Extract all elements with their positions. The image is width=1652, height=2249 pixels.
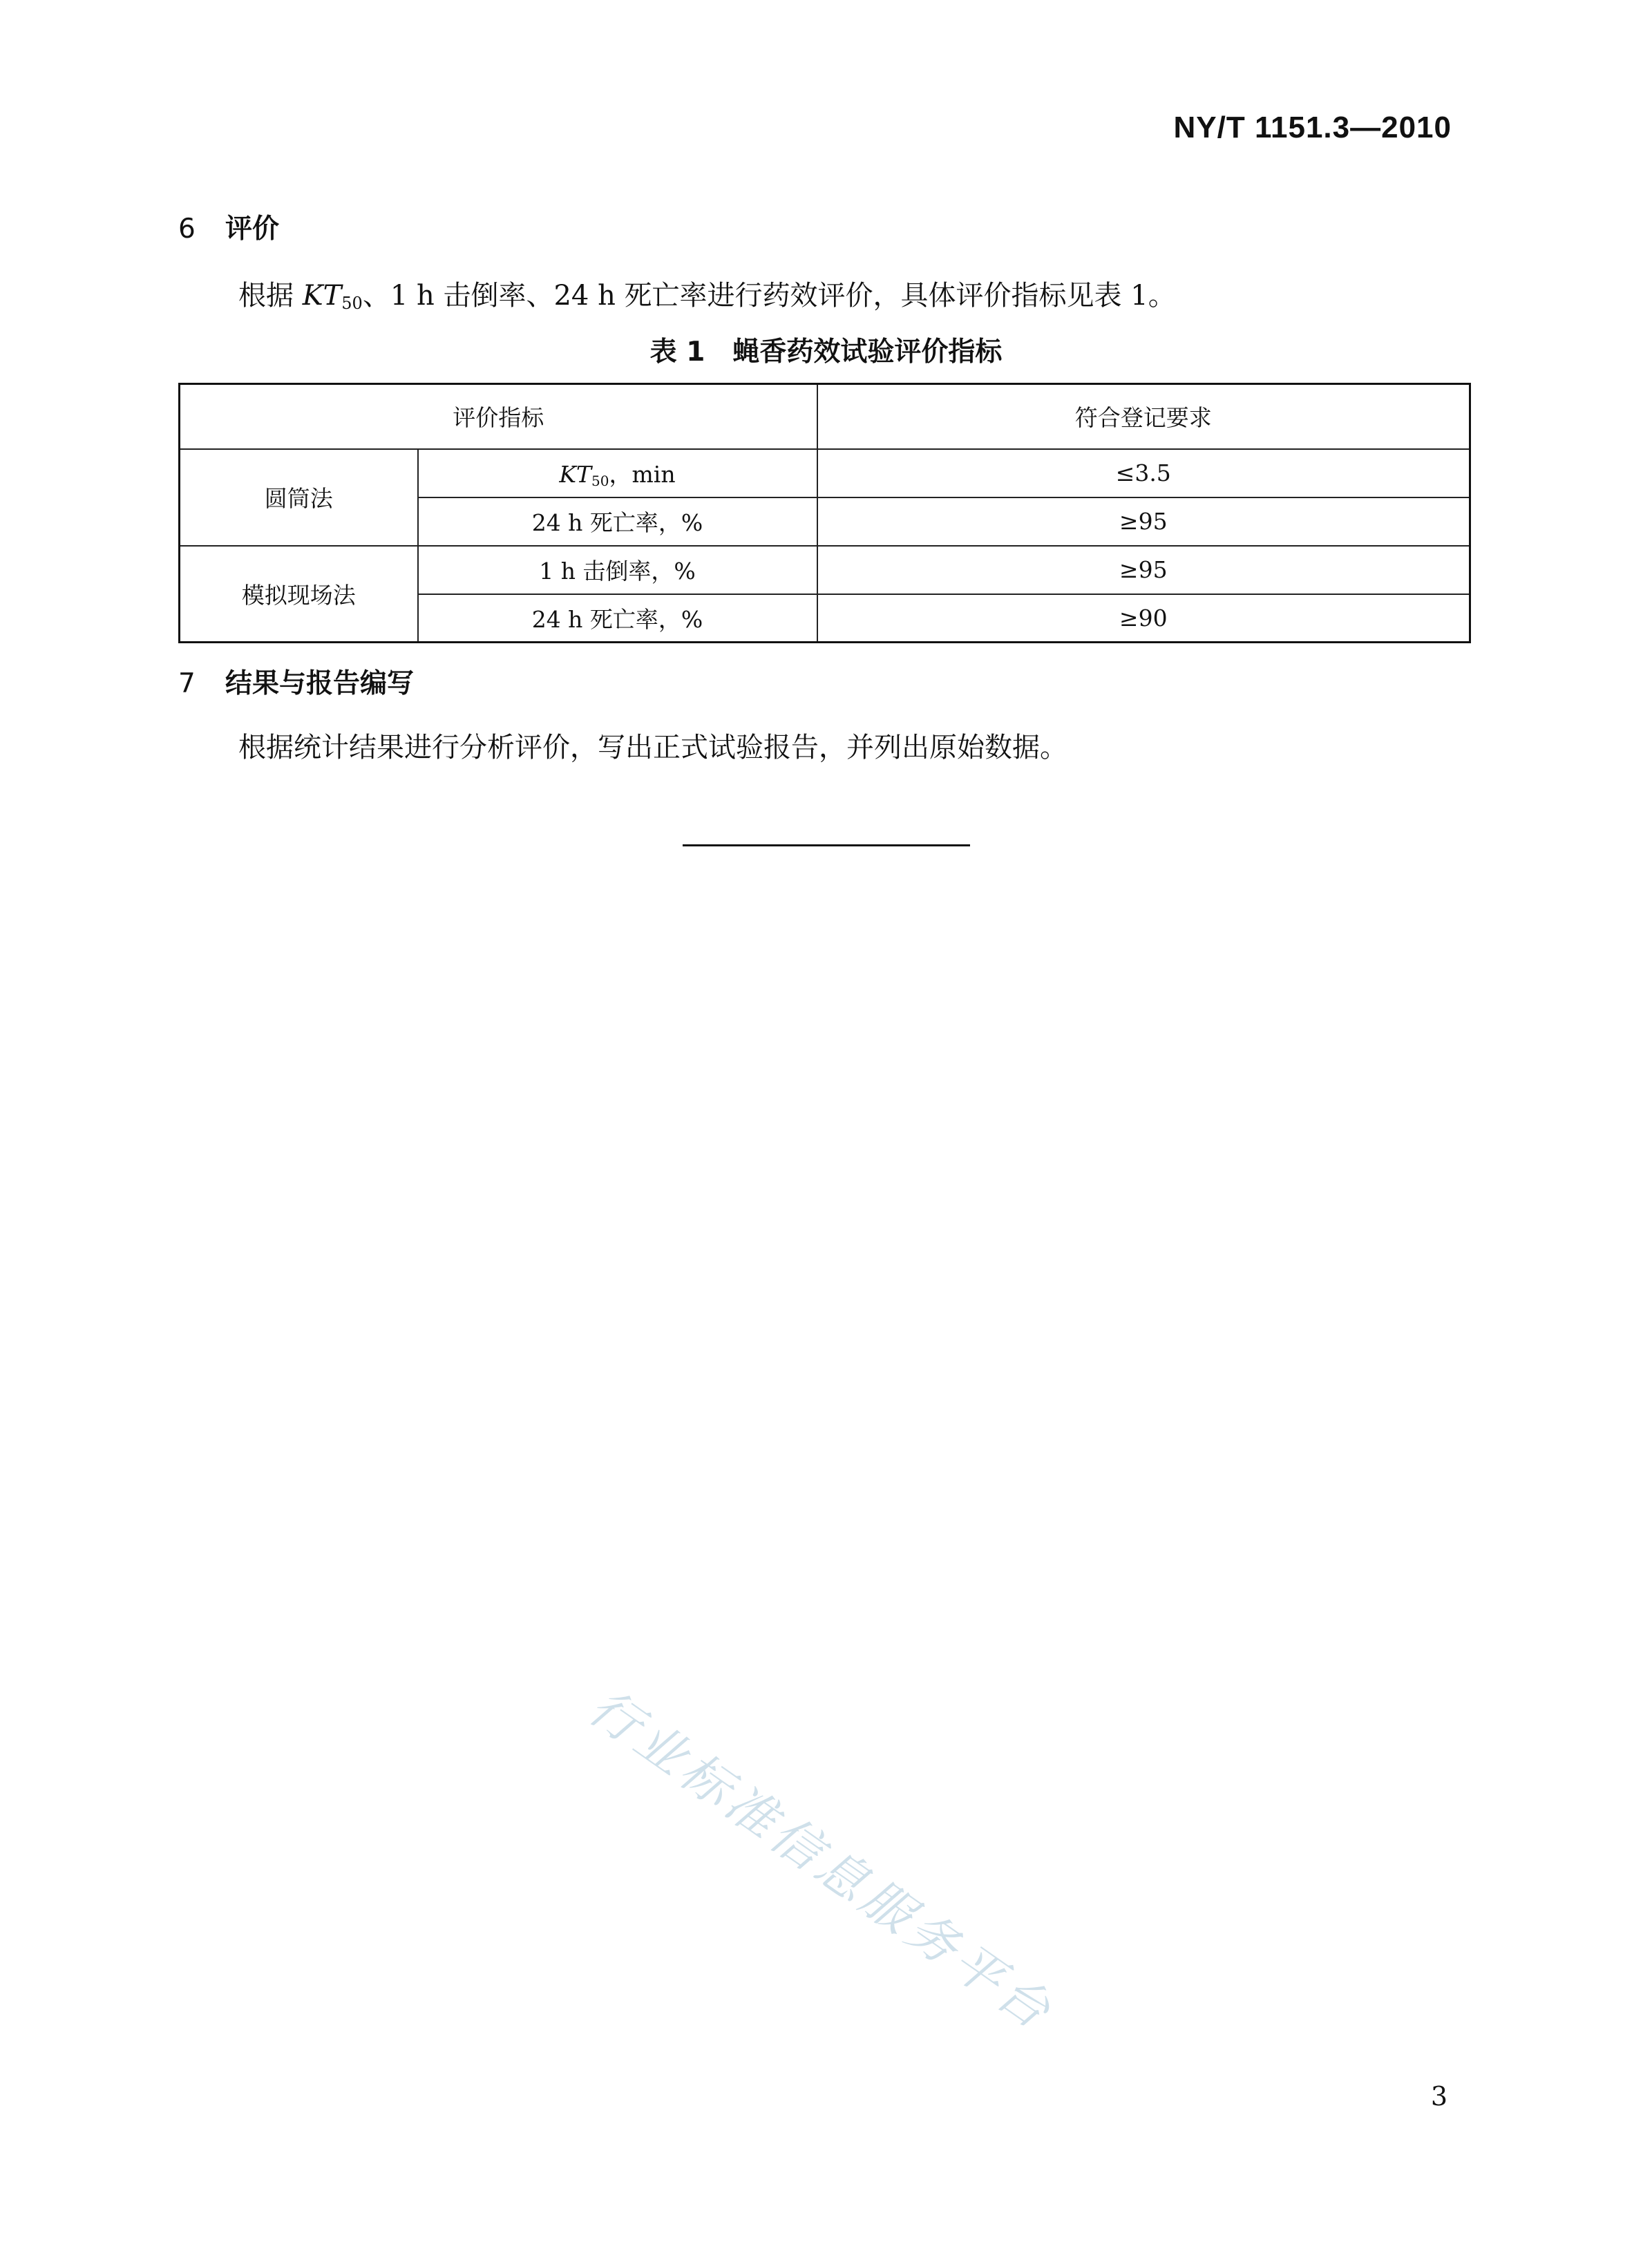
table-caption-title: 蝇香药效试验评价指标 bbox=[732, 336, 1003, 368]
indicator-symbol: KT bbox=[559, 461, 592, 488]
section-6-heading bbox=[178, 207, 279, 246]
evaluation-table bbox=[178, 383, 1471, 643]
requirement-cell: ≤3.5 bbox=[817, 449, 1470, 497]
indicator-cell: 24 h 死亡率，% bbox=[418, 497, 817, 546]
standard-code: NY/T 1151.3—2010 bbox=[1173, 111, 1452, 144]
table-header-row bbox=[180, 384, 1470, 449]
section-6-paragraph bbox=[238, 274, 1176, 313]
requirement-cell: ≥90 bbox=[817, 594, 1470, 643]
section-6-title: 评价 bbox=[225, 213, 280, 245]
indicator-cell: 24 h 死亡率，% bbox=[418, 594, 817, 643]
section-6-number: 6 bbox=[178, 213, 196, 245]
para-prefix: 根据 bbox=[238, 280, 303, 312]
method-cell: 模拟现场法 bbox=[180, 546, 418, 643]
requirement-cell: ≥95 bbox=[817, 546, 1470, 594]
table-row bbox=[180, 546, 1470, 594]
header-requirement: 符合登记要求 bbox=[817, 384, 1470, 449]
table-caption bbox=[0, 330, 1652, 369]
table-caption-number: 表 1 bbox=[649, 336, 705, 368]
para-rest: 、1 h 击倒率、24 h 死亡率进行药效评价，具体评价指标见表 1。 bbox=[362, 280, 1176, 312]
requirement-cell: ≥95 bbox=[817, 497, 1470, 546]
method-cell: 圆筒法 bbox=[180, 449, 418, 546]
indicator-unit: ，min bbox=[609, 461, 676, 488]
indicator-cell: 1 h 击倒率，% bbox=[418, 546, 817, 594]
section-7-title: 结果与报告编写 bbox=[225, 668, 415, 699]
page-number: 3 bbox=[1430, 2081, 1447, 2112]
table-row bbox=[180, 449, 1470, 497]
section-7-number: 7 bbox=[178, 668, 196, 699]
section-7-heading bbox=[178, 662, 414, 701]
kt-symbol: KT bbox=[302, 280, 342, 312]
indicator-subscript: 50 bbox=[591, 473, 609, 489]
section-7-paragraph: 根据统计结果进行分析评价，写出正式试验报告，并列出原始数据。 bbox=[238, 732, 1067, 763]
watermark: 行业标准信息服务平台 bbox=[578, 1678, 1065, 2042]
header-indicator: 评价指标 bbox=[180, 384, 817, 449]
end-rule bbox=[683, 844, 970, 846]
kt-subscript: 50 bbox=[341, 294, 363, 313]
indicator-cell bbox=[418, 449, 817, 497]
